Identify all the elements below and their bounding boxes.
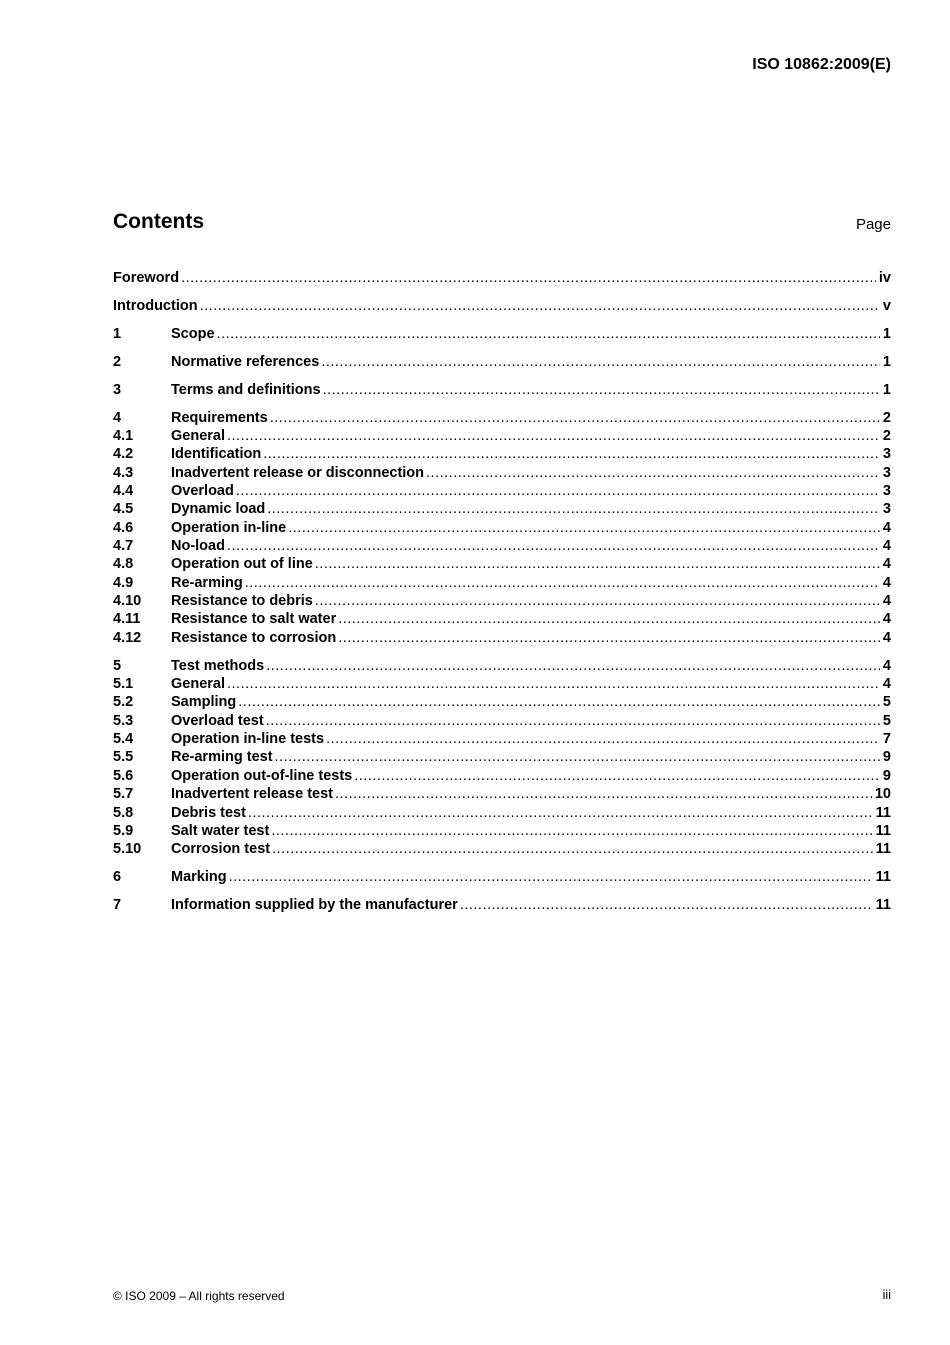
- toc-entry[interactable]: [113, 482, 891, 500]
- toc-entry[interactable]: [113, 427, 891, 445]
- toc-entry[interactable]: [113, 297, 891, 315]
- toc-entry-title: Salt water test: [171, 822, 270, 839]
- toc-dot-leader: [323, 381, 880, 399]
- toc-entry-number: 5.6: [113, 767, 134, 784]
- toc-entry[interactable]: [113, 804, 891, 822]
- toc-entry-number: 4.8: [113, 556, 134, 573]
- toc-entry-title: Test methods: [171, 657, 265, 674]
- toc-entry-title: Introduction: [113, 297, 198, 314]
- page-column-label: Page: [855, 216, 891, 233]
- toc-dot-leader: [315, 555, 880, 573]
- toc-entry-number: 4.7: [113, 538, 134, 555]
- toc-dot-leader: [229, 868, 873, 886]
- toc-dot-leader: [288, 519, 880, 537]
- toc-entry[interactable]: [113, 409, 891, 427]
- toc-entry[interactable]: [113, 657, 891, 675]
- toc-entry[interactable]: [113, 610, 891, 628]
- toc-entry[interactable]: [113, 748, 891, 766]
- toc-entry[interactable]: [113, 822, 891, 840]
- toc-dot-leader: [315, 592, 880, 610]
- toc-dot-leader: [227, 537, 880, 555]
- toc-entry-number: 5.8: [113, 804, 134, 821]
- toc-entry-page: 4: [882, 629, 891, 646]
- toc-dot-leader: [460, 896, 873, 914]
- toc-dot-leader: [200, 297, 880, 315]
- toc-entry-title: Corrosion test: [171, 841, 271, 858]
- toc-entry-page: 11: [875, 822, 891, 839]
- toc-entry-number: 5: [113, 657, 122, 674]
- toc-entry-title: Scope: [171, 325, 215, 342]
- toc-entry-page: 10: [874, 786, 891, 803]
- toc-dot-leader: [266, 657, 880, 675]
- toc-entry-number: 4.2: [113, 446, 134, 463]
- toc-entry-page: 4: [882, 556, 891, 573]
- toc-entry-page: 4: [882, 519, 891, 536]
- toc-entry-page: 2: [882, 409, 891, 426]
- toc-entry-number: 4.11: [113, 611, 141, 628]
- toc-entry-number: 5.7: [113, 786, 134, 803]
- toc-entry-number: 5.2: [113, 694, 134, 711]
- toc-dot-leader: [338, 610, 880, 628]
- toc-entry-page: v: [882, 297, 891, 314]
- toc-entry-page: 1: [882, 381, 891, 398]
- toc-entry-number: 5.9: [113, 822, 134, 839]
- toc-dot-leader: [272, 840, 873, 858]
- toc-entry-title: General: [171, 676, 225, 693]
- toc-entry[interactable]: [113, 381, 891, 399]
- toc-entry[interactable]: [113, 269, 891, 287]
- toc-entry[interactable]: [113, 730, 891, 748]
- toc-dot-leader: [326, 730, 880, 748]
- toc-entry-number: 4.6: [113, 519, 134, 536]
- toc-entry[interactable]: [113, 592, 891, 610]
- toc-entry-title: Re-arming test: [171, 749, 273, 766]
- toc-entry-page: 4: [882, 593, 891, 610]
- toc-entry-page: 1: [882, 353, 891, 370]
- toc-entry-page: 2: [882, 428, 891, 445]
- toc-entry-page: 4: [882, 538, 891, 555]
- toc-dot-leader: [338, 629, 880, 647]
- toc-entry-number: 5.10: [113, 841, 142, 858]
- toc-dot-leader: [238, 693, 880, 711]
- toc-entry-number: 5.5: [113, 749, 134, 766]
- toc-dot-leader: [271, 822, 872, 840]
- toc-entry-page: 9: [882, 767, 891, 784]
- toc-entry-title: Overload test: [171, 712, 264, 729]
- toc-dot-leader: [354, 767, 880, 785]
- toc-dot-leader: [266, 712, 880, 730]
- toc-dot-leader: [275, 748, 880, 766]
- toc-entry-page: 3: [882, 464, 891, 481]
- toc-entry[interactable]: [113, 629, 891, 647]
- toc-entry-number: 3: [113, 381, 122, 398]
- toc-entry[interactable]: [113, 353, 891, 371]
- toc-entry-number: 6: [113, 869, 122, 886]
- toc-dot-leader: [263, 445, 880, 463]
- toc-entry[interactable]: [113, 785, 891, 803]
- toc-entry-number: 7: [113, 897, 122, 914]
- toc-entry-page: 5: [882, 694, 891, 711]
- toc-entry[interactable]: [113, 675, 891, 693]
- toc-entry-title: General: [171, 428, 225, 445]
- toc-entry[interactable]: [113, 767, 891, 785]
- toc-dot-leader: [181, 269, 876, 287]
- toc-dot-leader: [270, 409, 880, 427]
- toc-entry-number: 1: [113, 325, 122, 342]
- toc-dot-leader: [236, 482, 880, 500]
- toc-entry-page: 9: [882, 749, 891, 766]
- toc-entry-page: 3: [882, 501, 891, 518]
- toc-entry-number: 4: [113, 409, 122, 426]
- toc-entry-page: 4: [882, 657, 891, 674]
- toc-dot-leader: [267, 500, 880, 518]
- toc-entry-title: Sampling: [171, 694, 237, 711]
- copyright-notice: © ISO 2009 – All rights reserved: [113, 1289, 285, 1303]
- toc-entry-title: Normative references: [171, 353, 320, 370]
- toc-entry-page: 3: [882, 446, 891, 463]
- toc-entry[interactable]: [113, 896, 891, 914]
- toc-entry[interactable]: [113, 445, 891, 463]
- document-id: ISO 10862:2009(E): [752, 56, 891, 73]
- toc-entry-title: Operation out-of-line tests: [171, 767, 353, 784]
- toc-entry-number: 4.9: [113, 574, 134, 591]
- toc-entry-title: No-load: [171, 538, 225, 555]
- toc-dot-leader: [335, 785, 872, 803]
- toc-entry-page: 11: [875, 869, 891, 886]
- toc-entry-number: 5.1: [113, 676, 134, 693]
- toc-entry-number: 4.10: [113, 593, 142, 610]
- toc-entry[interactable]: [113, 868, 891, 886]
- toc-entry-page: 11: [875, 841, 891, 858]
- toc-entry-title: Dynamic load: [171, 501, 266, 518]
- toc-entry[interactable]: [113, 693, 891, 711]
- toc-dot-leader: [426, 464, 880, 482]
- toc-entry-title: Operation in-line tests: [171, 731, 325, 748]
- toc-entry[interactable]: [113, 519, 891, 537]
- toc-entry-title: Information supplied by the manufacturer: [171, 897, 458, 914]
- toc-entry-title: Marking: [171, 869, 227, 886]
- toc-dot-leader: [217, 325, 880, 343]
- toc-entry-title: Identification: [171, 446, 262, 463]
- toc-entry-page: 4: [882, 574, 891, 591]
- toc-entry-title: Operation in-line: [171, 519, 287, 536]
- toc-dot-leader: [227, 675, 880, 693]
- toc-entry-number: 4.1: [113, 428, 134, 445]
- contents-heading: Contents: [113, 210, 204, 233]
- toc-entry-number: 4.3: [113, 464, 134, 481]
- toc-entry[interactable]: [113, 537, 891, 555]
- toc-entry-title: Inadvertent release or disconnection: [171, 464, 425, 481]
- toc-entry-page: 7: [882, 731, 891, 748]
- toc-dot-leader: [248, 804, 873, 822]
- toc-entry[interactable]: [113, 840, 891, 858]
- toc-entry-title: Operation out of line: [171, 556, 313, 573]
- toc-dot-leader: [245, 574, 880, 592]
- toc-entry[interactable]: [113, 555, 891, 573]
- toc-entry-number: 4.12: [113, 629, 142, 646]
- toc-entry-title: Requirements: [171, 409, 268, 426]
- toc-entry-title: Foreword: [113, 270, 180, 286]
- toc-entry[interactable]: [113, 500, 891, 518]
- toc-entry-title: Resistance to corrosion: [171, 629, 337, 646]
- toc-entry-title: Resistance to debris: [171, 593, 313, 610]
- toc-entry-title: Resistance to salt water: [171, 611, 337, 628]
- toc-dot-leader: [321, 353, 880, 371]
- toc-entry-number: 5.4: [113, 731, 134, 748]
- toc-entry-number: 5.3: [113, 712, 134, 729]
- toc-entry[interactable]: [113, 712, 891, 730]
- toc-entry-title: Inadvertent release test: [171, 786, 333, 803]
- toc-entry-page: 11: [875, 897, 891, 914]
- toc-entry-number: 4.5: [113, 501, 134, 518]
- toc-entry-number: 4.4: [113, 483, 134, 500]
- toc-entry-page: 1: [882, 325, 891, 342]
- toc-entry[interactable]: [113, 574, 891, 592]
- toc-entry-number: 2: [113, 353, 122, 370]
- toc-entry-title: Re-arming: [171, 574, 243, 591]
- toc-entry-title: Debris test: [171, 804, 246, 821]
- toc-entry-page: 5: [882, 712, 891, 729]
- toc-entry-page: 4: [882, 611, 891, 628]
- toc-entry[interactable]: [113, 464, 891, 482]
- toc-entry-title: Terms and definitions: [171, 381, 321, 398]
- table-of-contents: [113, 269, 891, 914]
- toc-entry-page: 3: [882, 483, 891, 500]
- toc-entry-title: Overload: [171, 483, 234, 500]
- toc-entry[interactable]: [113, 325, 891, 343]
- toc-entry-page: 11: [875, 804, 891, 821]
- toc-dot-leader: [227, 427, 880, 445]
- toc-entry-page: iv: [878, 270, 891, 286]
- page-number: iii: [882, 1288, 891, 1302]
- toc-entry-page: 4: [882, 676, 891, 693]
